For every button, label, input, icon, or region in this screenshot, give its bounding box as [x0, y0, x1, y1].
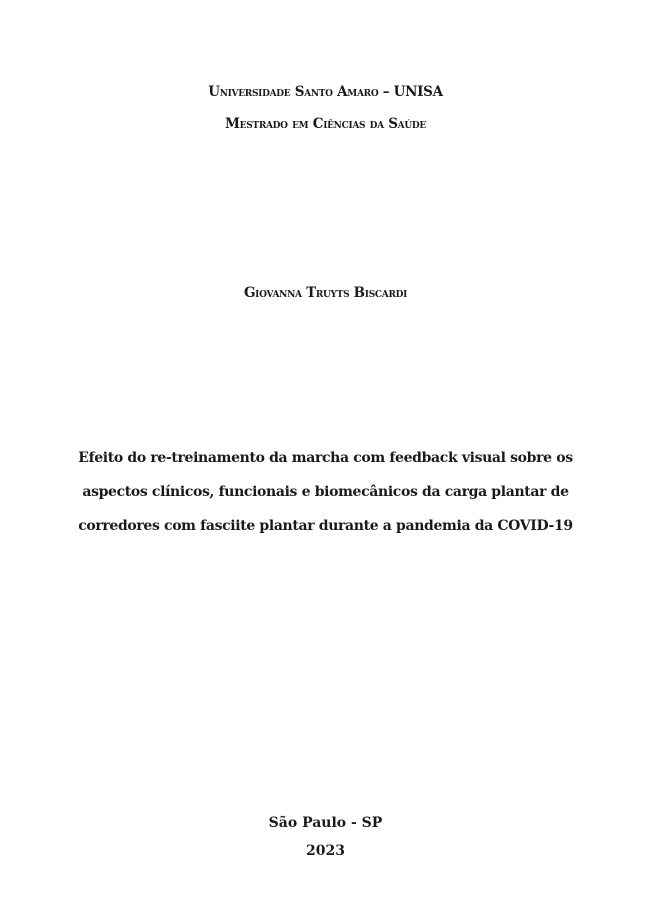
program-name: Mestrado em Ciências da Saúde: [225, 116, 426, 132]
city-label: São Paulo - SP: [268, 815, 383, 831]
institution-name: Universidade Santo Amaro – UNISA: [208, 84, 443, 100]
thesis-title-line-1: Efeito do re-treinamento da marcha com feedback visual sobre os: [78, 450, 573, 466]
thesis-title: [60, 441, 591, 543]
year-label: 2023: [306, 843, 345, 859]
thesis-title-line-2: aspectos clínicos, funcionais e biomecânicos da carga plantar de: [82, 484, 569, 500]
author-name: Giovanna Truyts Biscardi: [243, 285, 408, 301]
thesis-title-line-3: corredores com fasciite plantar durante a pandemia da COVID-19: [78, 518, 573, 534]
